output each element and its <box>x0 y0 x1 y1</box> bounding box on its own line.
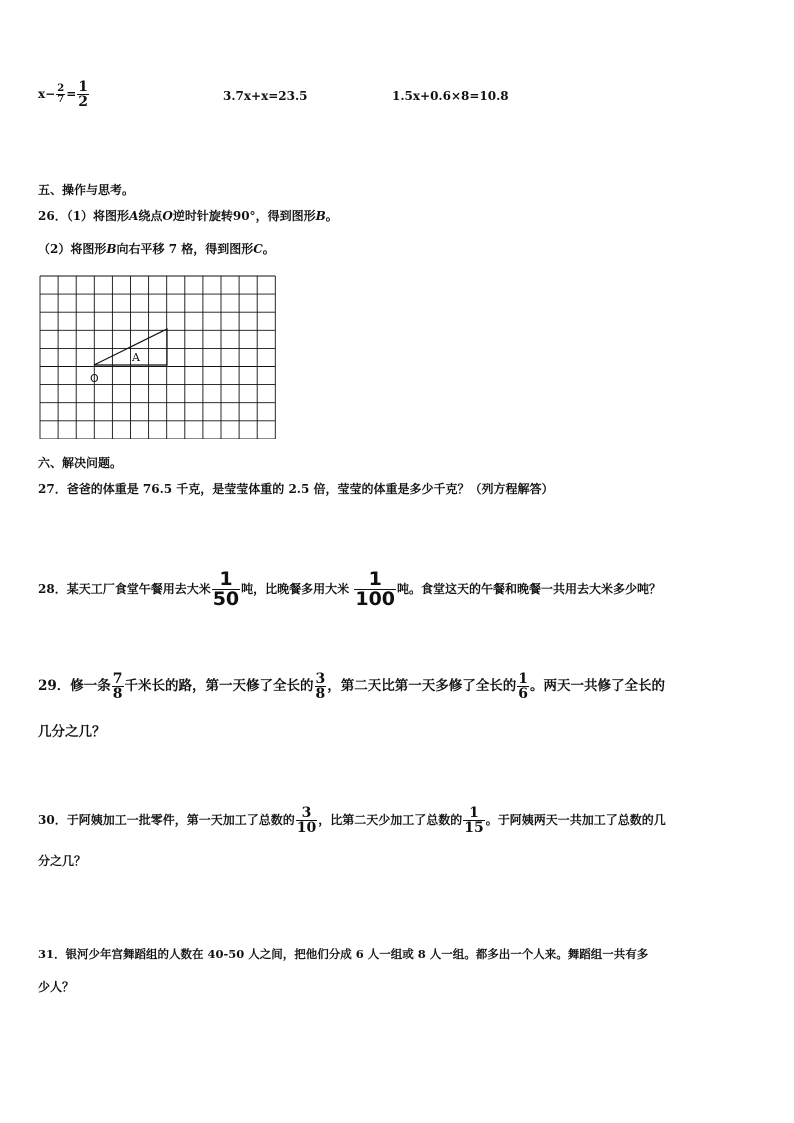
q28-f2-denominator: 100 <box>355 588 396 610</box>
question-31-line-2: 少人？ <box>38 980 75 994</box>
q30-f2-numerator: 1 <box>469 805 479 821</box>
question-30-line-2: 分之几？ <box>38 854 87 868</box>
question-27: 27．爸爸的体重是 76.5 千克，是莹莹体重的 2.5 倍，莹莹的体重是多少千克？（列方程解答） <box>38 482 554 496</box>
q26-a-mid2: 逆时针旋转 <box>172 209 233 223</box>
q28-fraction-2 <box>354 570 396 609</box>
equation-2: 3.7x+x=23.5 <box>223 89 308 103</box>
eq1-rhs-numerator: 1 <box>78 79 88 95</box>
q29-f3-numerator: 1 <box>518 671 529 687</box>
eq1-lhs: x− <box>38 87 56 101</box>
q28-fraction-1 <box>212 570 240 609</box>
grid-lines <box>40 276 275 439</box>
q28-text-b: 吨，比晚餐多用大米 <box>241 582 354 596</box>
q28-f2-numerator: 1 <box>368 568 382 590</box>
q28-f1-numerator: 1 <box>219 568 233 590</box>
q28-f1-denominator: 50 <box>212 588 240 610</box>
q26-a-end: 。 <box>325 209 338 223</box>
q28-text-a: 28．某天工厂食堂午餐用去大米 <box>38 582 211 596</box>
eq1-rhs-denominator: 2 <box>78 94 88 110</box>
eq1-denominator: 7 <box>57 94 65 105</box>
q29-text-b: 千米长的路，第一天修了全长的 <box>124 678 314 694</box>
q26-a-mid: 绕点 <box>138 209 163 223</box>
q26-a-var-b: B <box>315 209 326 223</box>
q29-fraction-2 <box>315 672 327 701</box>
grid-figure <box>39 275 276 439</box>
eq1-fraction <box>56 84 65 105</box>
eq1-numerator: 2 <box>57 83 65 94</box>
q28-text-c: 吨。食堂这天的午餐和晚餐一共用去大米多少吨？ <box>397 582 662 596</box>
q30-fraction-1 <box>296 806 317 835</box>
q30-f2-denominator: 15 <box>464 820 484 836</box>
equation-3: 1.5x+0.6×8=10.8 <box>392 89 509 103</box>
q30-text-c: 。于阿姨两天一共加工了总数的几 <box>485 813 666 827</box>
question-30-line-1 <box>38 806 666 835</box>
equation-1 <box>38 80 90 109</box>
q26-a-var-a: A <box>129 209 139 223</box>
q26-a-mid3: ，得到图形 <box>255 209 316 223</box>
q26-a-var-o: O <box>162 209 173 223</box>
q26-b-var-b: B <box>106 242 117 256</box>
q26-b-var-c: C <box>253 242 263 256</box>
q30-text-b: ，比第二天少加工了总数的 <box>318 813 463 827</box>
q29-f2-denominator: 8 <box>315 686 326 702</box>
q29-text-c: ，第二天比第一天多修了全长的 <box>327 678 517 694</box>
q29-fraction-1 <box>112 672 124 701</box>
q29-f2-numerator: 3 <box>315 671 326 687</box>
question-31-line-1: 31．银河少年宫舞蹈组的人数在 40-50 人之间，把他们分成 6 人一组或 8 人一组。都多出一个人来。舞蹈组一共有多 <box>38 947 649 961</box>
q30-f1-denominator: 10 <box>296 820 317 836</box>
section-5-title: 五、操作与思考。 <box>38 183 135 197</box>
q26-part2 <box>38 240 275 257</box>
eq1-rhs-fraction <box>77 80 89 109</box>
eq1-equals: = <box>66 87 77 101</box>
question-28 <box>38 570 661 609</box>
question-29-line-2: 几分之几？ <box>38 724 106 740</box>
q26-a-prefix: 26．（1）将图形 <box>38 209 130 223</box>
section-6-title: 六、解决问题。 <box>38 456 123 470</box>
question-29-line-1 <box>38 672 665 701</box>
q30-text-a: 30．于阿姨加工一批零件，第一天加工了总数的 <box>38 813 295 827</box>
q29-fraction-3 <box>517 672 529 701</box>
q26-b-prefix: （2）将图形 <box>38 242 107 256</box>
q29-f1-denominator: 8 <box>112 686 123 702</box>
q30-f1-numerator: 3 <box>301 805 312 821</box>
q29-f3-denominator: 6 <box>518 686 529 702</box>
q26-b-mid: 向右平移 7 格，得到图形 <box>116 242 254 256</box>
q29-f1-numerator: 7 <box>112 671 123 687</box>
q26-a-angle: 90° <box>232 209 256 223</box>
q30-fraction-2 <box>463 806 484 835</box>
q29-text-d: 。两天一共修了全长的 <box>530 678 666 694</box>
q26-b-end: 。 <box>262 242 275 256</box>
point-o-label: O <box>90 372 99 385</box>
q26-part1 <box>38 207 338 224</box>
q29-text-a: 29．修一条 <box>38 678 111 694</box>
shape-a-label: A <box>132 351 140 364</box>
